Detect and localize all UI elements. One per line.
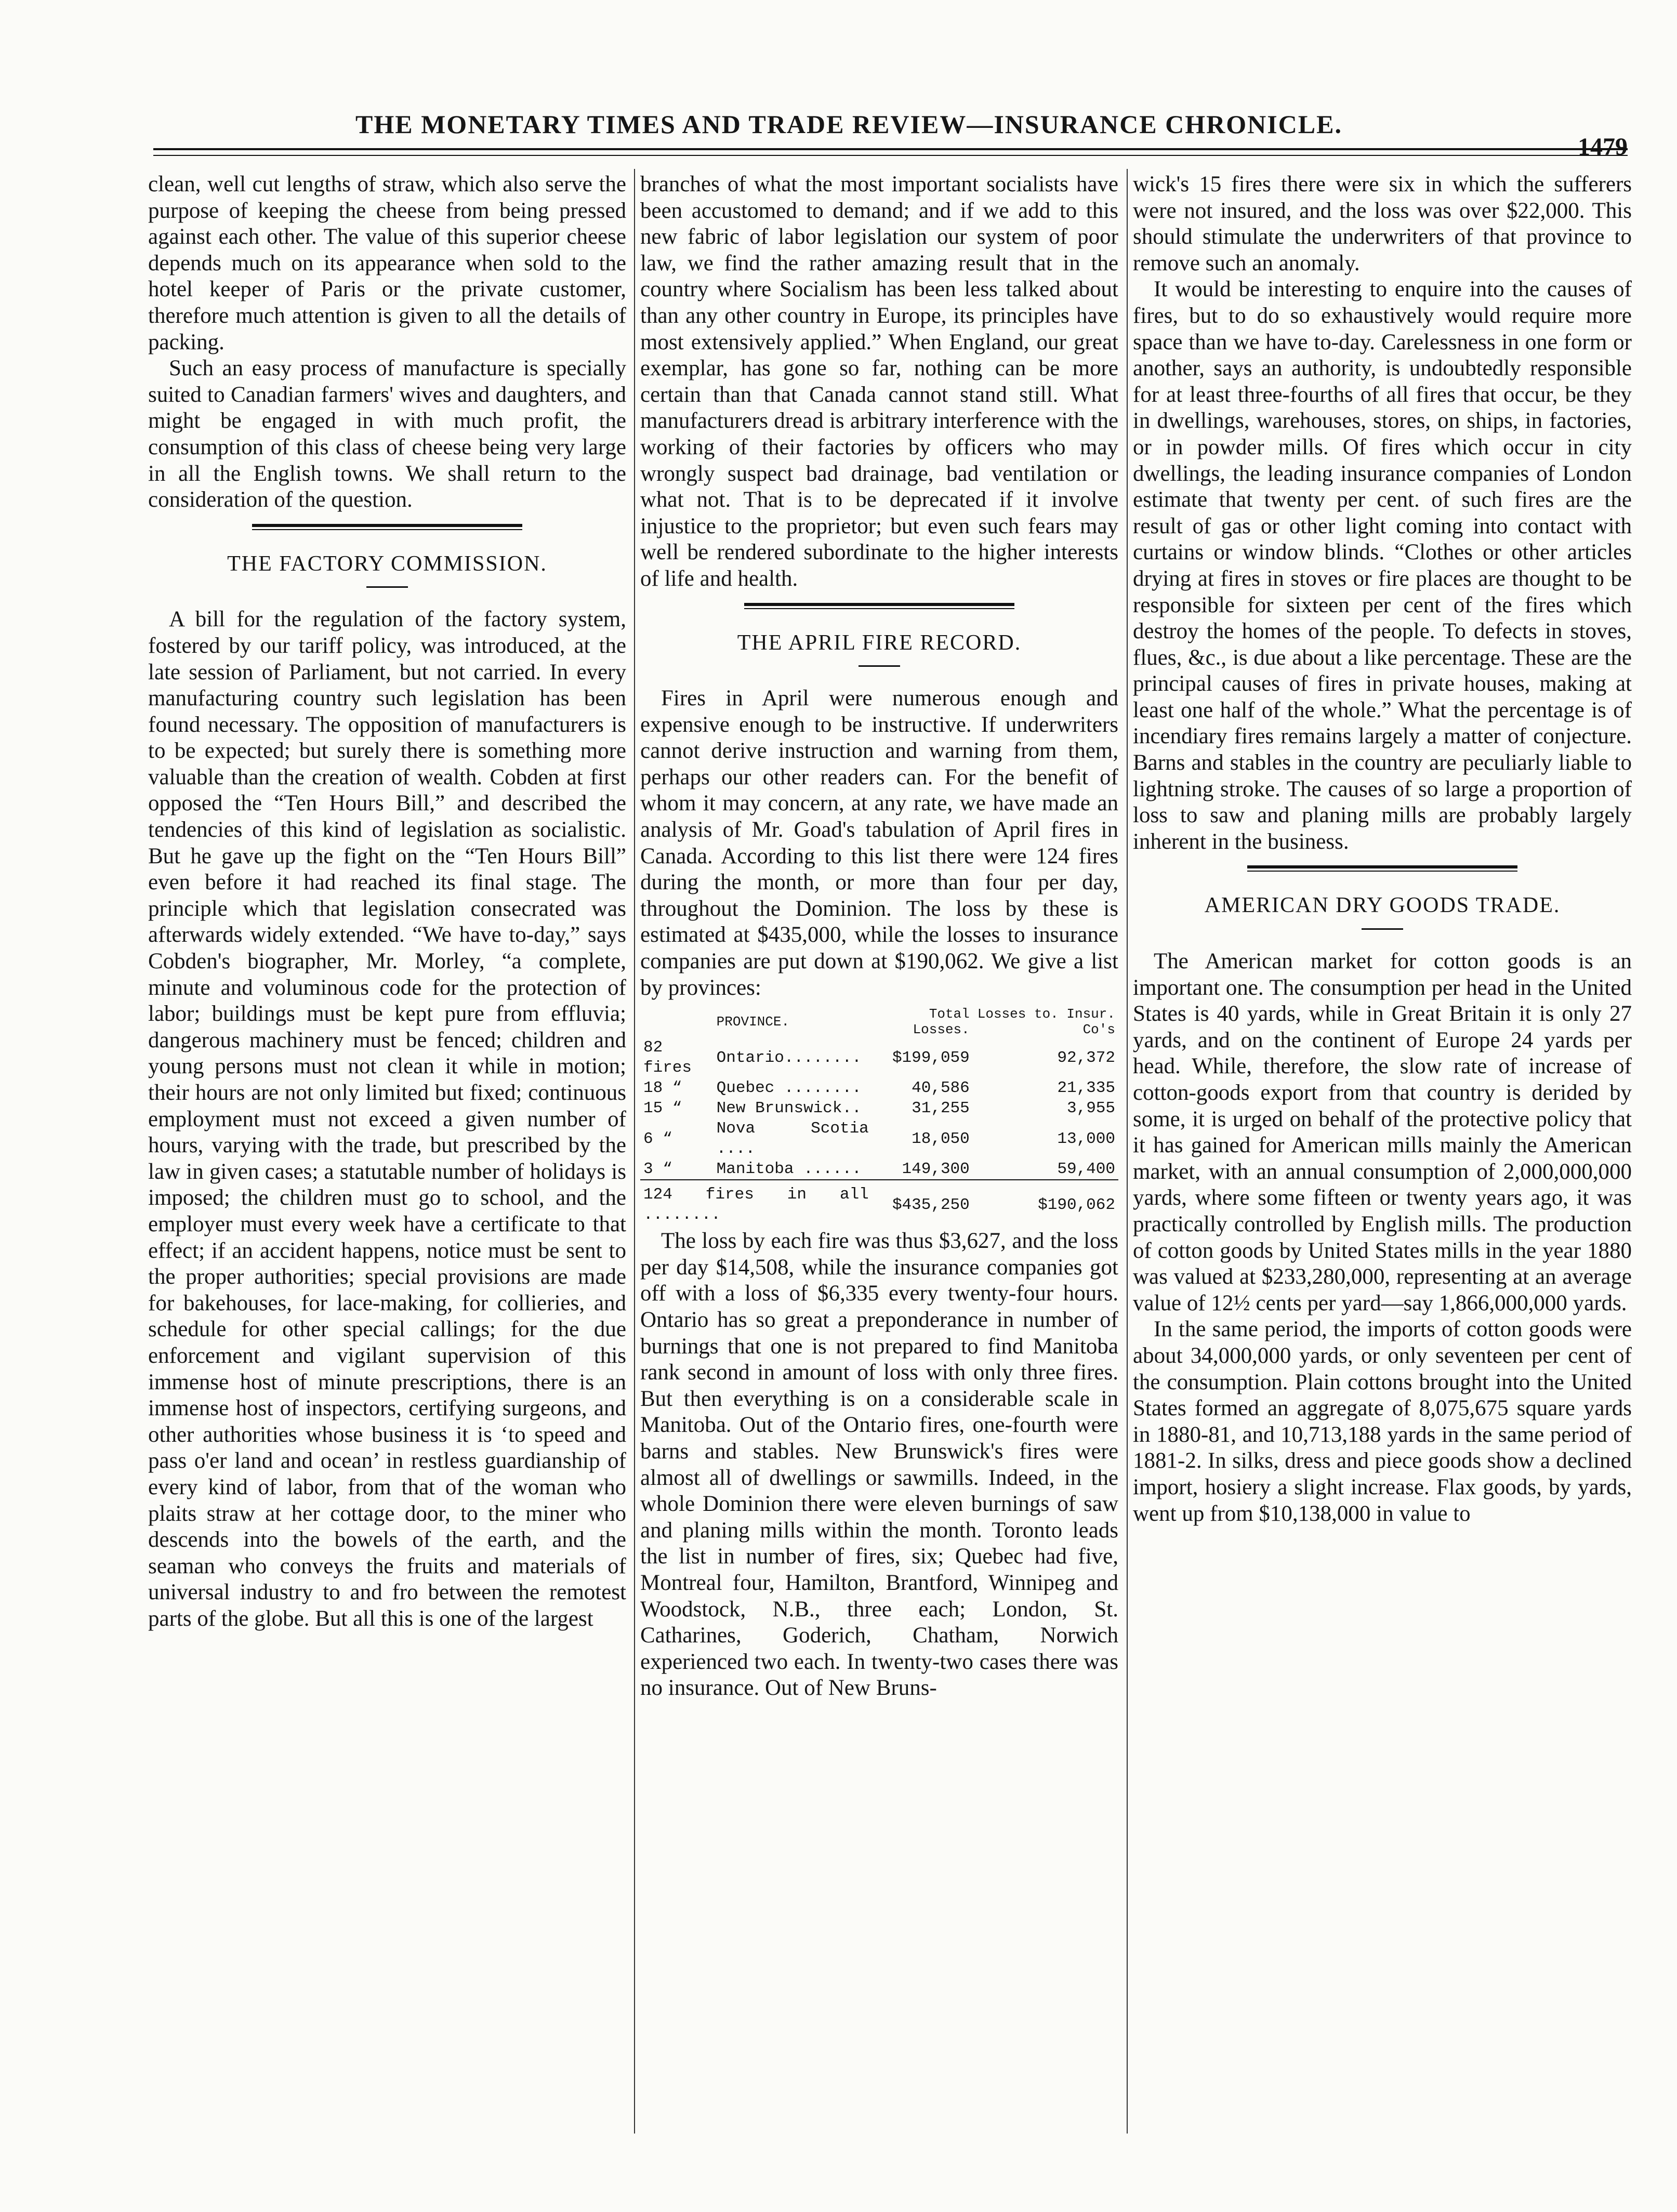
factory-commission-heading: THE FACTORY COMMISSION.	[227, 551, 547, 576]
province-name: Manitoba ......	[716, 1160, 862, 1179]
april-fire-record-heading: THE APRIL FIRE RECORD.	[737, 630, 1022, 655]
insurance-loss: 13,000	[1057, 1129, 1115, 1148]
insurance-losses-sum: $190,062	[973, 1180, 1118, 1225]
insurance-loss: 59,400	[1057, 1160, 1115, 1179]
april-fire-intro: Fires in April were numerous enough and expensive enough to be instructive. If underwriters cannot derive instruction and warning from them, perhaps our other readers can. For the benefit of whom it may concern, at any rate, we have made an analysis of Mr. Goad's tabulation of April fires in Canada. According to this list there were 124 fires during the month, or more than four per day, throughout the Dominion. The loss by these is estimated at $435,000, while the losses to insurance companies are put down at $190,062. We give a list by provinces:	[640, 686, 1118, 1000]
total-loss: $199,059	[892, 1048, 970, 1067]
fires-count: 18 “	[643, 1079, 682, 1098]
column-1	[148, 172, 626, 1632]
april-fire-analysis: The loss by each fire was thus $3,627, and the loss per day $14,508, while the insurance companies got off with a loss of $6,335 every twenty-four hours. Ontario has so great a preponderance in number of burnings that one is not prepared to find Manitoba rank second in amount of loss with only three fires. But then everything is on a considerable scale in Manitoba. Out of the Ontario fires, one-fourth were barns and stables. New Brunswick's fires were almost all of dwellings or sawmills. Indeed, in the whole Dominion there were eleven burnings of saw and planing mills within the month. Toronto leads the list in number of fires, six; Quebec had five, Montreal four, Hamilton, Brantford, Winnipeg and Woodstock, N.B., three each; London, St. Catharines, Goderich, Chatham, Norwich experienced two each. In twenty-two cases there was no insurance. Out of New Bruns-	[640, 1229, 1118, 1701]
cheese-paragraph-conclusion: Such an easy process of manufacture is specially suited to Canadian farmers' wives and daughters, and might be engaged in with much profit, the consumption of this class of cheese being very large in all the English towns. We shall return to the consideration of the question.	[148, 356, 626, 512]
header-rule-thick	[153, 148, 1628, 150]
column-3	[1133, 172, 1632, 1527]
total-losses-sum: $435,250	[872, 1180, 973, 1225]
table-row	[640, 1037, 1118, 1078]
page-number: 1479	[1578, 133, 1628, 161]
insurance-loss: 21,335	[1057, 1079, 1115, 1098]
table-total-row	[640, 1180, 1118, 1225]
province-name: Ontario........	[716, 1048, 862, 1067]
table-row	[640, 1078, 1118, 1098]
section-separator	[744, 603, 1014, 609]
table-row	[640, 1118, 1118, 1159]
section-separator	[1247, 865, 1517, 872]
table-row	[640, 1098, 1118, 1118]
fire-causes-paragraph: It would be interesting to enquire into the causes of fires, but to do so exhaustively would require more space than we have to-day. Carelessness in one form or another, says an authority, is undoubtedly responsible for at least three-fourths of all fires that occur, be they in dwellings, warehouses, stores, on ships, in factories, or in powder mills. Of fires which occur in city dwellings, the leading insurance companies of London estimate that twenty per cent. of such fires are the result of gas or other light coming into contact with curtains or window blinds. “Clothes or other articles drying at fires in stoves or fire places are thought to be responsible for sixteen per cent of the fires which destroy the homes of the people. To defects in stoves, flues, &c., is due about a like percentage. These are the principal causes of fires in private houses, making at least one half of the whole.” What the percentage is of incendiary fires remains largely a matter of conjecture. Barns and stables in the country are peculiarly liable to lightning stroke. The causes of so large a proportion of loss to saw and planing mills are probably largely inherent in the business.	[1133, 277, 1632, 854]
province-column-header: PROVINCE.	[716, 1014, 790, 1030]
column-2	[640, 172, 1118, 1702]
short-rule	[859, 665, 900, 667]
american-dry-goods-heading: AMERICAN DRY GOODS TRADE.	[1204, 893, 1561, 918]
table-header-row	[640, 1006, 1118, 1037]
short-rule	[366, 586, 408, 588]
column-rule-1	[634, 169, 635, 2134]
cheese-paragraph-end: clean, well cut lengths of straw, which also serve the purpose of keeping the cheese from being pressed against each other. The value of this superior cheese depends much on its appearance when sold to the hotel keeper of Paris or the private customer, therefore much attention is given to all the details of packing.	[148, 172, 626, 354]
province-name: Nova Scotia ....	[716, 1120, 869, 1158]
page-header-title: THE MONETARY TIMES AND TRADE REVIEW—INSURANCE CHRONICLE.	[355, 110, 1342, 139]
dry-goods-paragraph-2: In the same period, the imports of cotton goods were about 34,000,000 yards, or only seventeen per cent of the consumption. Plain cottons brought into the United States formed an aggregate of 8,075,675 square yards in 1880-81, and 10,713,188 yards in the same period of 1881-2. In silks, dress and piece goods show a declined import, hosiery a slight increase. Flax goods, by yards, went up from $10,138,000 in value to	[1133, 1317, 1632, 1526]
column-rule-2	[1127, 169, 1128, 2134]
fire-losses-table	[640, 1006, 1118, 1225]
total-loss: 149,300	[902, 1160, 970, 1179]
total-loss: 31,255	[912, 1099, 970, 1118]
total-loss: 40,586	[912, 1079, 970, 1098]
fires-count: 82 fires	[643, 1038, 692, 1077]
april-fire-continued: wick's 15 fires there were six in which the sufferers were not insured, and the loss was over $22,000. This should stimulate the underwriters of that province to remove such an anomaly.	[1133, 172, 1632, 275]
fires-count: 15 “	[643, 1099, 682, 1118]
province-name: Quebec ........	[716, 1079, 862, 1098]
factory-commission-continued: branches of what the most important socialists have been accustomed to demand; and if we add to this new fabric of labor legislation our system of poor law, we find the rather amazing result that in the country where Socialism has been less talked about than any other country in Europe, its principles have most extensively applied.” When England, our great exemplar, has gone so far, nothing can be more certain than that Canada cannot stand still. What manufacturers dread is arbitrary interference with the working of their factories by officers who may wrongly suspect bad drainage, bad ventilation or what not. That is to be deprecated if it involve injustice to the proprietor; but even such fears may well be rendered subordinate to the higher interests of life and health.	[640, 172, 1118, 591]
dry-goods-paragraph-1: The American market for cotton goods is an important one. The consumption per head in the United States is 40 yards, while in Great Britain it is only 27 yards, and on the continent of Europe 24 yards per head. While, therefore, the slow rate of increase of cotton-goods export from that country is derided by some, it is urged on behalf of the protective policy that it has gained for American mills mainly the American market, with an annual consumption of 2,000,000,000 yards, where some fifteen or twenty years ago, it was practically controlled by English mills. The production of cotton goods by United States mills in the year 1880 was valued at $233,280,000, representing at an average value of 12½ cents per yard—say 1,866,000,000 yards.	[1133, 949, 1632, 1315]
header-rule-thin	[153, 155, 1628, 156]
fires-count: 3 “	[643, 1160, 672, 1179]
section-separator	[252, 524, 522, 530]
insurance-loss: 92,372	[1057, 1048, 1115, 1067]
total-label: 124 fires in all ........	[640, 1180, 872, 1225]
short-rule	[1362, 928, 1403, 930]
table-row	[640, 1159, 1118, 1180]
fires-count: 6 “	[643, 1129, 672, 1148]
factory-commission-body: A bill for the regulation of the factory system, fostered by our tariff policy, was introduced, at the late session of Parliament, but not carried. In every manufacturing country such legislation has been found necessary. The opposition of manufacturers is to be expected; but surely there is something more valuable than the creation of wealth. Cobden at first opposed the “Ten Hours Bill,” and described the tendencies of this kind of legislation as socialistic. But he gave up the fight on the “Ten Hours Bill” even before it had reached its final stage. The principle which that legislation consecrated was afterwards widely extended. “We have to-day,” says Cobden's biographer, Mr. Morley, “a complete, minute and voluminous code for the protection of labor; buildings must be kept pure from effluvia; dangerous machinery must be fenced; children and young persons must not clean it while in motion; their hours are not only limited but fixed; continuous employment must not exceed a given number of hours, varying with the trade, but prescribed by the law in given cases; a statutable number of holidays is imposed; the children must go to school, and the employer must every week have a certificate to that effect; if an accident happens, notice must be sent to the proper authorities; special provisions are made for bakehouses, for lace-making, for collieries, and schedule for other special callings; for the due enforcement and vigilant supervision of this immense host of minute prescriptions, there is an immense host of inspectors, certifying surgeons, and other authorities whose business it is ‘to speed and pass o'er land and ocean’ in restless guardianship of every kind of labor, from that of the woman who plaits straw at her cottage door, to the miner who descends into the bowels of the earth, and the seaman who conveys the fruits and materials of universal industry to and fro between the remotest parts of the globe. But all this is one of the largest	[148, 607, 626, 1631]
province-name: New Brunswick..	[716, 1099, 862, 1118]
insurance-loss: 3,955	[1066, 1099, 1115, 1118]
total-losses-column-header: Total Losses.	[913, 1006, 970, 1038]
total-loss: 18,050	[912, 1129, 970, 1148]
insurance-losses-column-header: Losses to. Insur. Co's	[977, 1006, 1115, 1038]
